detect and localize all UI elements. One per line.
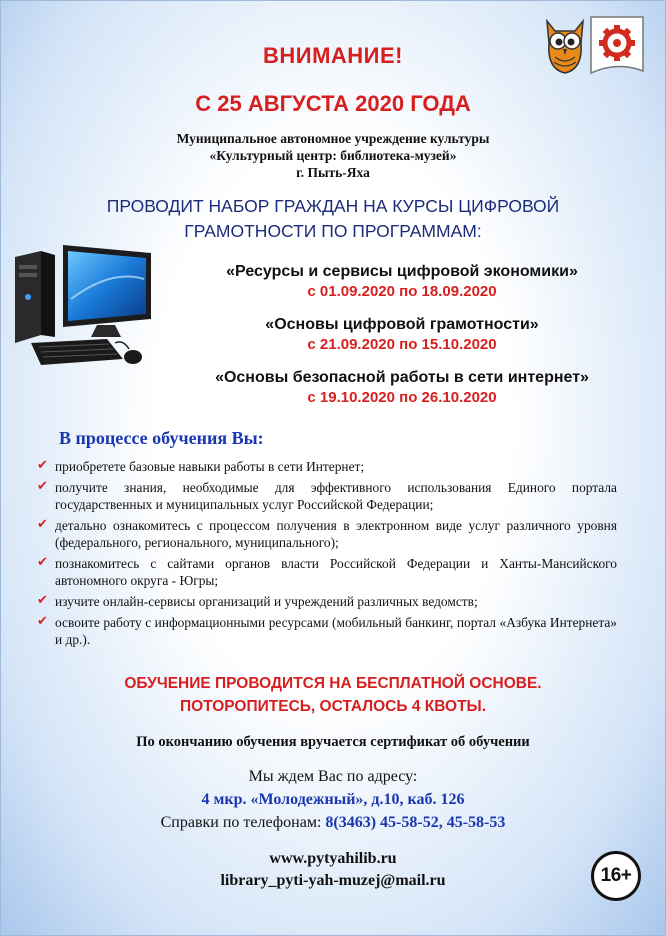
list-item (37, 593, 617, 610)
list-item (37, 458, 617, 475)
list-item (37, 614, 617, 648)
list-item (37, 479, 617, 513)
org-city: г. Пыть-Яха (296, 165, 370, 180)
check-icon: ✔ (37, 593, 48, 608)
free-notice (1, 672, 665, 718)
age-rating-badge: 16+ (591, 851, 641, 901)
course-1 (151, 262, 653, 302)
phone-numbers: 8(3463) 45-58-52, 45-58-53 (325, 814, 506, 831)
benefit-text: получите знания, необходимые для эффективного использования Единого портала государственных и муниципальных услуг Российской Федерации; (55, 480, 617, 512)
start-date: С 25 АВГУСТА 2020 ГОДА (195, 91, 471, 116)
course-title: «Ресурсы и сервисы цифровой экономики» (226, 263, 578, 280)
recruit-line-2: ГРАМОТНОСТИ ПО ПРОГРАММАМ: (184, 221, 482, 241)
hurry-line: ПОТОРОПИТЕСЬ, ОСТАЛОСЬ 4 КВОТЫ. (179, 698, 487, 715)
recruit-line-1: ПРОВОДИТ НАБОР ГРАЖДАН НА КУРСЫ ЦИФРОВОЙ (106, 196, 560, 216)
check-icon: ✔ (37, 479, 48, 494)
organization (1, 130, 665, 181)
recruitment-title (1, 194, 665, 244)
benefits-list (37, 458, 617, 652)
benefit-text: освоите работу с информационными ресурсами (мобильный банкинг, портал «Азбука Интернета» и др.). (55, 615, 617, 647)
phone-label: Справки по телефонам: (160, 814, 322, 831)
check-icon: ✔ (37, 458, 48, 473)
free-line: ОБУЧЕНИЕ ПРОВОДИТСЯ НА БЕСПЛАТНОЙ ОСНОВЕ. (124, 675, 542, 692)
benefit-text: детально ознакомитесь с процессом получения в электронном виде услуг различного уровня (федерального, регионального, муниципального); (55, 518, 617, 550)
learning-heading: В процессе обучения Вы: (59, 428, 264, 448)
course-title: «Основы безопасной работы в сети интернет» (215, 369, 589, 386)
email-link[interactable]: library_pyti-yah-muzej@mail.ru (220, 872, 446, 889)
check-icon: ✔ (37, 555, 48, 570)
phone-line (1, 811, 665, 834)
course-dates: с 19.10.2020 по 26.10.2020 (307, 389, 497, 406)
certificate-note: По окончанию обучения вручается сертификат об обучении (136, 734, 530, 750)
course-2 (151, 315, 653, 355)
course-dates: с 01.09.2020 по 18.09.2020 (307, 283, 497, 300)
org-line-2: «Культурный центр: библиотека-музей» (209, 148, 457, 163)
computer-icon (11, 239, 161, 377)
org-line-1: Муниципальное автономное учреждение культуры (176, 131, 490, 146)
course-list (151, 262, 653, 421)
list-item (37, 555, 617, 589)
address-intro: Мы ждем Вас по адресу: (248, 768, 418, 785)
list-item (37, 517, 617, 551)
course-dates: с 21.09.2020 по 15.10.2020 (307, 336, 497, 353)
course-title: «Основы цифровой грамотности» (265, 316, 539, 333)
course-3 (151, 368, 653, 408)
address-block (1, 765, 665, 834)
benefit-text: познакомитесь с сайтами органов власти Российской Федерации и Ханты-Мансийского автономного округа - Югры; (55, 556, 617, 588)
check-icon: ✔ (37, 614, 48, 629)
benefit-text: изучите онлайн-сервисы организаций и учреждений различных ведомств; (55, 594, 478, 609)
address-location: 4 мкр. «Молодежный», д.10, каб. 126 (201, 791, 465, 808)
benefit-text: приобретете базовые навыки работы в сети Интернет; (55, 459, 365, 474)
attention-heading: ВНИМАНИЕ! (262, 43, 403, 68)
website-link[interactable]: www.pytyahilib.ru (269, 850, 397, 867)
check-icon: ✔ (37, 517, 48, 532)
contacts-block (1, 848, 665, 892)
